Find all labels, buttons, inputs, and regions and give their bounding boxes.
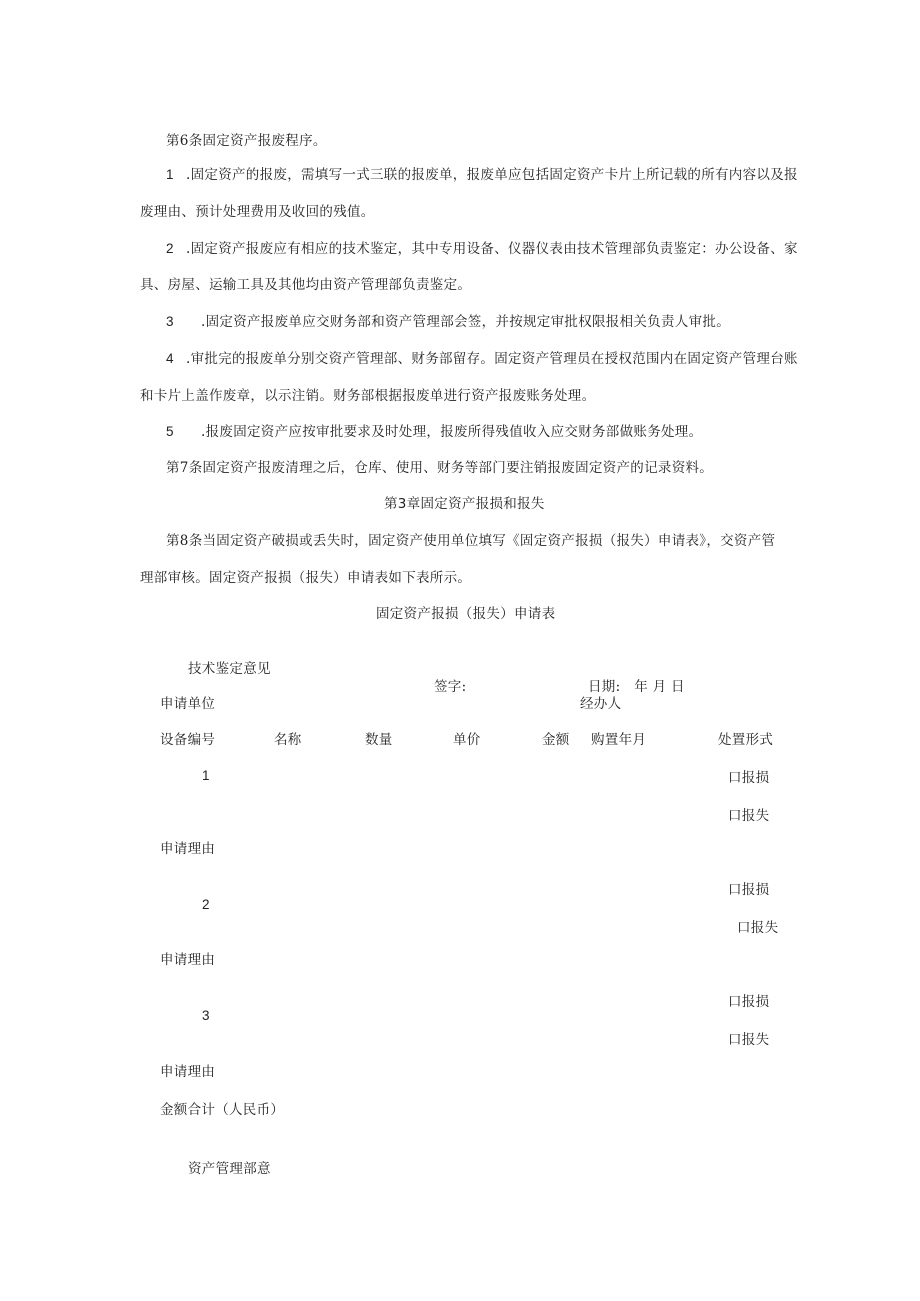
signature-label: 签字: [434, 679, 467, 695]
item-5-number: 5 [166, 424, 174, 439]
header-amount: 金额 [542, 732, 570, 748]
article-6-heading: 第6条固定资产报废程序。 [166, 133, 327, 149]
applicant-unit-label: 申请单位 [160, 696, 216, 712]
row-3-reason-label: 申请理由 [160, 1064, 216, 1080]
row-1-option-damage[interactable]: 口报损 [728, 770, 770, 786]
total-amount-label: 金额合计（人民币） [160, 1102, 285, 1118]
row-3-option-loss[interactable]: 口报失 [728, 1032, 770, 1048]
row-2-option-loss[interactable]: 口报失 [737, 920, 779, 936]
article-8-line-2: 理部审核。固定资产报损（报失）申请表如下表所示。 [140, 570, 472, 586]
item-2-line-1: .固定资产报废应有相应的技术鉴定，其中专用设备、仪器仪表由技术管理部负责鉴定：办公设备、家 [186, 241, 798, 257]
row-2-reason-label: 申请理由 [160, 952, 216, 968]
item-4-number: 4 [166, 351, 174, 366]
form-title: 固定资产报损（报失）申请表 [376, 606, 556, 622]
item-3-number: 3 [166, 314, 174, 329]
asset-dept-opinion-label: 资产管理部意 [188, 1161, 271, 1177]
row-3-option-damage[interactable]: 口报损 [728, 994, 770, 1010]
header-purchase-date: 购置年月 [591, 732, 647, 748]
header-disposal-form: 处置形式 [718, 732, 774, 748]
header-unit-price: 单价 [453, 732, 481, 748]
item-1-line-1: .固定资产的报废，需填写一式三联的报废单，报废单应包括固定资产卡片上所记载的所有内容以及报 [186, 167, 798, 183]
row-1-number: 1 [202, 768, 210, 783]
chapter-3-heading: 第3章固定资产报损和报失 [384, 496, 545, 512]
item-1-line-2: 废理由、预计处理费用及收回的残值。 [140, 204, 375, 220]
row-1-option-loss[interactable]: 口报失 [728, 808, 770, 824]
item-4-line-1: .审批完的报废单分别交资产管理部、财务部留存。固定资产管理员在授权范围内在固定资产管理台账 [186, 351, 798, 367]
row-3-number: 3 [202, 1008, 210, 1023]
item-2-line-2: 具、房屋、运输工具及其他均由资产管理部负责鉴定。 [140, 277, 472, 293]
item-1-number: 1 [166, 167, 174, 182]
header-name: 名称 [274, 732, 302, 748]
item-5-line-1: .报废固定资产应按审批要求及时处理，报废所得残值收入应交财务部做账务处理。 [201, 424, 703, 440]
header-equip-no: 设备编号 [160, 732, 216, 748]
item-3-line-1: .固定资产报废单应交财务部和资产管理部会签，并按规定审批权限报相关负责人审批。 [201, 314, 730, 330]
row-1-reason-label: 申请理由 [160, 841, 216, 857]
article-8-line-1: 第8条当固定资产破损或丢失时，固定资产使用单位填写《固定资产报损（报失）申请表》，交资产管 [166, 533, 776, 549]
row-2-number: 2 [202, 897, 210, 912]
item-4-line-2: 和卡片上盖作废章，以示注销。财务部根据报废单进行资产报废账务处理。 [140, 388, 596, 404]
header-quantity: 数量 [365, 732, 393, 748]
row-2-option-damage[interactable]: 口报损 [728, 882, 770, 898]
item-2-number: 2 [166, 241, 174, 256]
handler-label: 经办人 [580, 696, 622, 712]
date-label: 日期: 年 月 日 [588, 679, 685, 695]
tech-opinion-label: 技术鉴定意见 [188, 661, 271, 677]
article-7: 第7条固定资产报废清理之后，仓库、使用、财务等部门要注销报废固定资产的记录资料。 [166, 460, 714, 476]
